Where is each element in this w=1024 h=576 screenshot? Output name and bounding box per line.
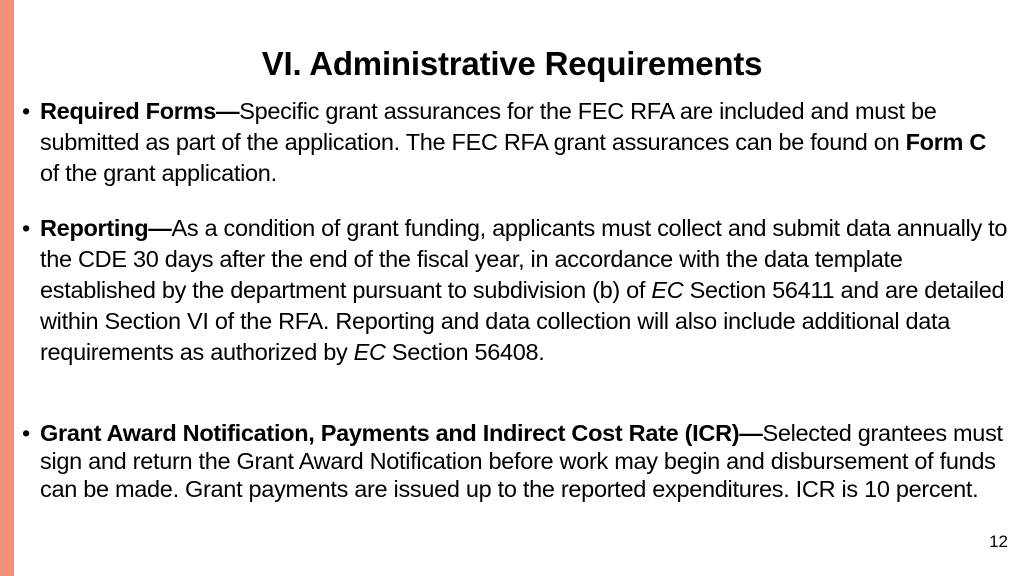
bullet-text <box>40 419 1008 503</box>
bullet-text <box>40 213 1008 368</box>
bullet-required-forms <box>22 96 1012 189</box>
bullet-body: Selected grantees must sign and return the Grant Award Notification before work may begin and disbursement of funds can be made. Grant payments are issued up to the reported expenditures. ICR is 10 percent. <box>40 420 1003 502</box>
bullet-body: Specific grant assurances for the FEC RFA are included and must be submitted as part of the application. The FEC RFA grant assurances can be found on <box>40 98 937 155</box>
ec-emphasis: EC <box>651 277 684 303</box>
bullet-body: As a condition of grant funding, applicants must collect and submit data annually to the CDE 30 days after the end of the fiscal year, in accordance with the data template established by the department pursuant to subdivision (b) of <box>40 215 1008 303</box>
bullet-marker: • <box>22 215 30 241</box>
page-number: 12 <box>989 532 1008 551</box>
bullet-marker: • <box>22 98 30 124</box>
ec-emphasis: EC <box>353 339 386 365</box>
bullet-body: Section 56408. <box>385 339 545 365</box>
bullet-lead: Grant Award Notification, Payments and Indirect Cost Rate (ICR)— <box>40 420 763 446</box>
bullet-grant-award <box>22 419 1012 503</box>
bullet-lead: Reporting— <box>40 215 172 241</box>
bullet-body: Section 56411 and are detailed within Section VI of the RFA. Reporting and data collection will also include additional data requirements as authorized by <box>40 277 1005 365</box>
slide-title: VI. Administrative Requirements <box>261 45 763 82</box>
bullet-marker: • <box>22 420 30 446</box>
bullet-lead: Required Forms— <box>40 98 240 124</box>
form-c-emphasis: Form C <box>905 129 987 155</box>
bullet-text <box>40 96 1008 189</box>
bullet-body: of the grant application. <box>40 160 277 186</box>
bullet-reporting <box>22 213 1012 368</box>
accent-bar <box>0 0 14 576</box>
